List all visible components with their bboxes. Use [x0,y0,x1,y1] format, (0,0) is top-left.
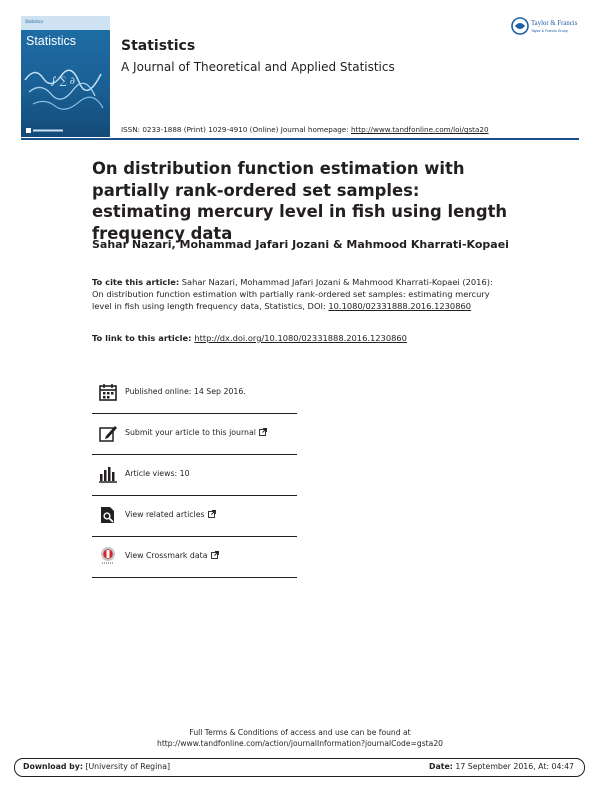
cover-header-band [21,16,110,30]
related-articles-item[interactable] [92,495,297,537]
journal-cover [21,16,110,137]
crossmark-label[interactable]: View Crossmark data [125,551,208,560]
issn-line [121,125,489,134]
article-views-label: Article views: 10 [125,469,190,478]
external-link-icon [208,510,216,518]
download-date [429,762,574,771]
related-articles-link[interactable] [125,510,216,519]
journal-subtitle: A Journal of Theoretical and Applied Statistics [121,60,395,74]
downloaded-by-value: [University of Regina] [82,762,171,771]
submit-article-label[interactable]: Submit your article to this journal [125,428,256,437]
downloaded-by-label: Download by: [23,762,83,771]
published-online-item [92,372,297,414]
submit-article-link[interactable] [125,428,267,437]
cover-header-text: Statistics [25,19,44,24]
svg-text:∫ ∑ ∂: ∫ ∑ ∂ [51,76,75,87]
article-authors: Sahar Nazari, Mohammad Jafari Jozani & Mahmood Kharrati-Kopaei [92,238,509,251]
journal-name: Statistics [121,38,196,54]
terms-url[interactable]: http://www.tandfonline.com/action/journalInformation?journalCode=gsta20 [157,739,443,748]
crossmark-item[interactable] [92,536,297,578]
external-link-icon [259,428,267,436]
download-date-label: Date: [429,762,453,771]
journal-homepage-link[interactable]: http://www.tandfonline.com/loi/gsta20 [350,125,489,134]
header-rule [21,138,579,140]
calendar-icon [98,382,118,402]
published-online-label: Published online: 14 Sep 2016. [125,387,246,396]
submit-article-item[interactable] [92,413,297,455]
publisher-logo-line1: Taylor & Francis [531,20,578,27]
terms-notice [0,727,600,749]
article-link-line [92,333,407,343]
related-articles-label[interactable]: View related articles [125,510,205,519]
citation-label: To cite this article: [92,277,180,287]
citation-block [92,276,497,312]
crossmark-icon [98,546,118,566]
pencil-icon [98,423,118,443]
cover-title: Statistics [26,34,77,48]
terms-line: Full Terms & Conditions of access and use can be found at [189,728,411,737]
downloaded-by [23,762,170,771]
download-date-value: 17 September 2016, At: 04:47 [452,762,574,771]
crossmark-link[interactable] [125,551,219,560]
related-search-icon [98,505,118,525]
download-info-box [14,758,585,777]
publisher-logo [510,16,584,38]
bar-chart-icon [98,464,118,484]
article-doi-url[interactable]: http://dx.doi.org/10.1080/02331888.2016.1230860 [194,333,407,343]
external-link-icon [211,551,219,559]
article-title: On distribution function estimation with partially rank-ordered set samples: estimating mercury level in fish using length frequency data [92,159,508,243]
publisher-logo-line2: Taylor & Francis Group [531,29,568,33]
article-views-item [92,454,297,496]
doi-link[interactable]: 10.1080/02331888.2016.1230860 [328,301,472,311]
issn-text: ISSN: 0233-1888 (Print) 1029-4910 (Online) Journal homepage: [121,125,351,134]
citation-text: Sahar Nazari, Mohammad Jafari Jozani & Mahmood Kharrati-Kopaei (2016): On distribution function estimation with partially rank-ordered set samples: estimating mercury level in fish using length frequency data, Statistics, DOI: [92,277,493,311]
link-label: To link to this article: [92,333,195,343]
cover-publisher-mark [26,128,66,133]
cover-artwork [21,60,110,120]
